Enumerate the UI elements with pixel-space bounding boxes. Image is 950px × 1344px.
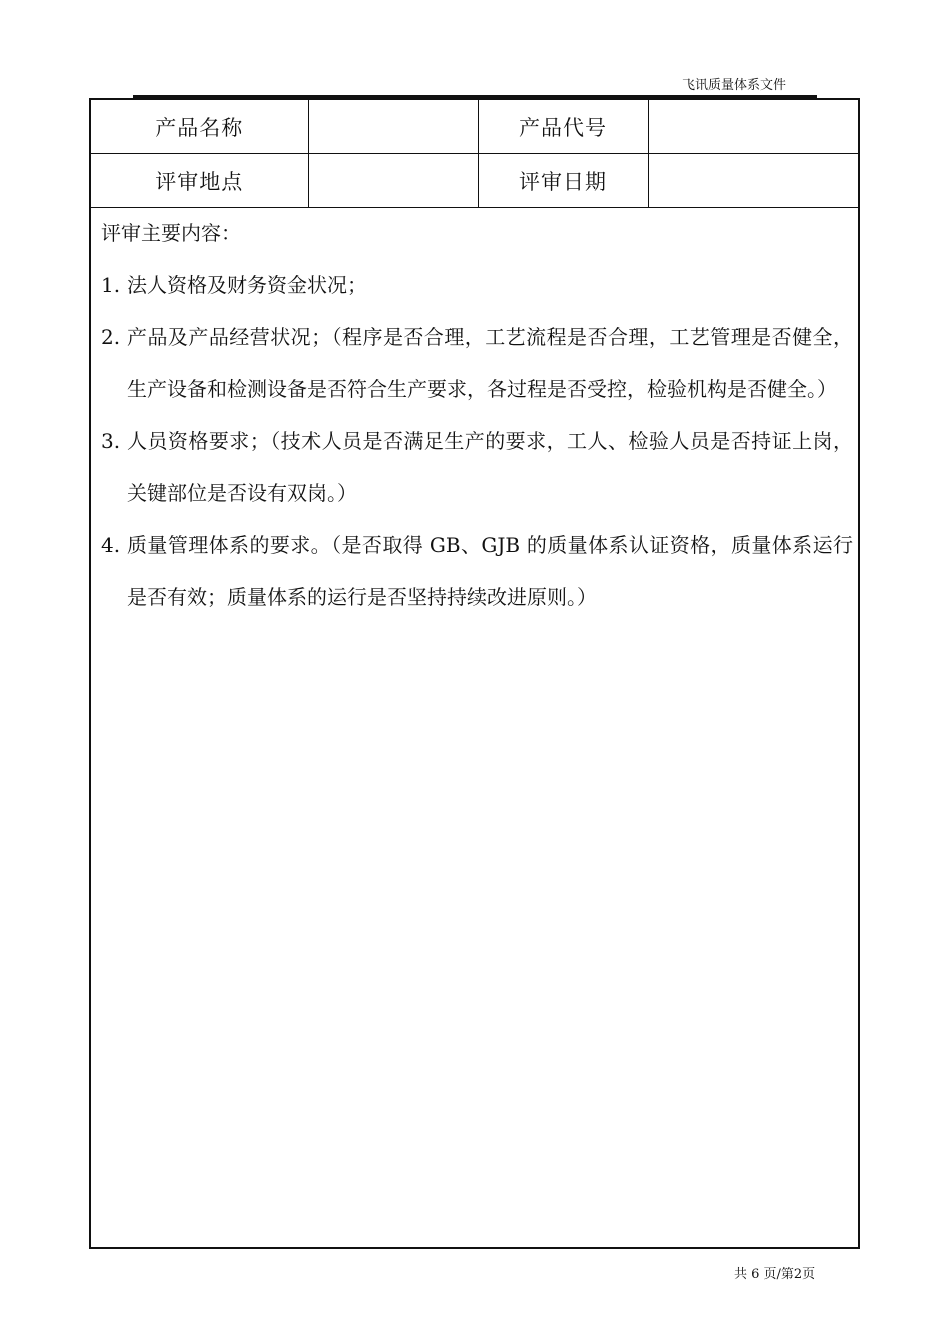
content-item-3 [101,415,853,519]
item-number: 4. [101,533,121,557]
product-name-label: 产品名称 [91,100,308,154]
item-number: 1. [101,273,121,297]
table-row-product [91,100,858,154]
review-location-label: 评审地点 [91,154,308,208]
item-text: 产品及产品经营状况；（程序是否合理，工艺流程是否合理，工艺管理是否健全，生产设备和检测设备是否符合生产要求，各过程是否受控，检验机构是否健全。） [127,325,853,401]
content-item-4 [101,519,853,623]
item-text: 人员资格要求；（技术人员是否满足生产的要求，工人、检验人员是否持证上岗，关键部位是否设有双岗。） [127,429,853,505]
product-code-label: 产品代号 [478,100,648,154]
review-date-label: 评审日期 [478,154,648,208]
review-content [101,207,853,623]
item-text: 质量管理体系的要求。（是否取得 GB、GJB 的质量体系认证资格，质量体系运行是否有效；质量体系的运行是否坚持持续改进原则。） [127,533,853,609]
content-title: 评审主要内容： [101,221,241,245]
item-number: 3. [101,429,121,453]
review-date-value[interactable] [648,154,858,208]
item-number: 2. [101,325,121,349]
content-item-1 [101,259,853,311]
table-row-review [91,154,858,208]
product-code-value[interactable] [648,100,858,154]
review-form [89,98,860,1249]
review-location-value[interactable] [308,154,478,208]
document-header: 飞讯质量体系文件 [682,78,787,93]
content-item-2 [101,311,853,415]
product-name-value[interactable] [308,100,478,154]
item-text: 法人资格及财务资金状况； [127,273,367,297]
product-info-table [91,100,858,208]
page-number: 共 6 页/第2页 [734,1267,816,1282]
